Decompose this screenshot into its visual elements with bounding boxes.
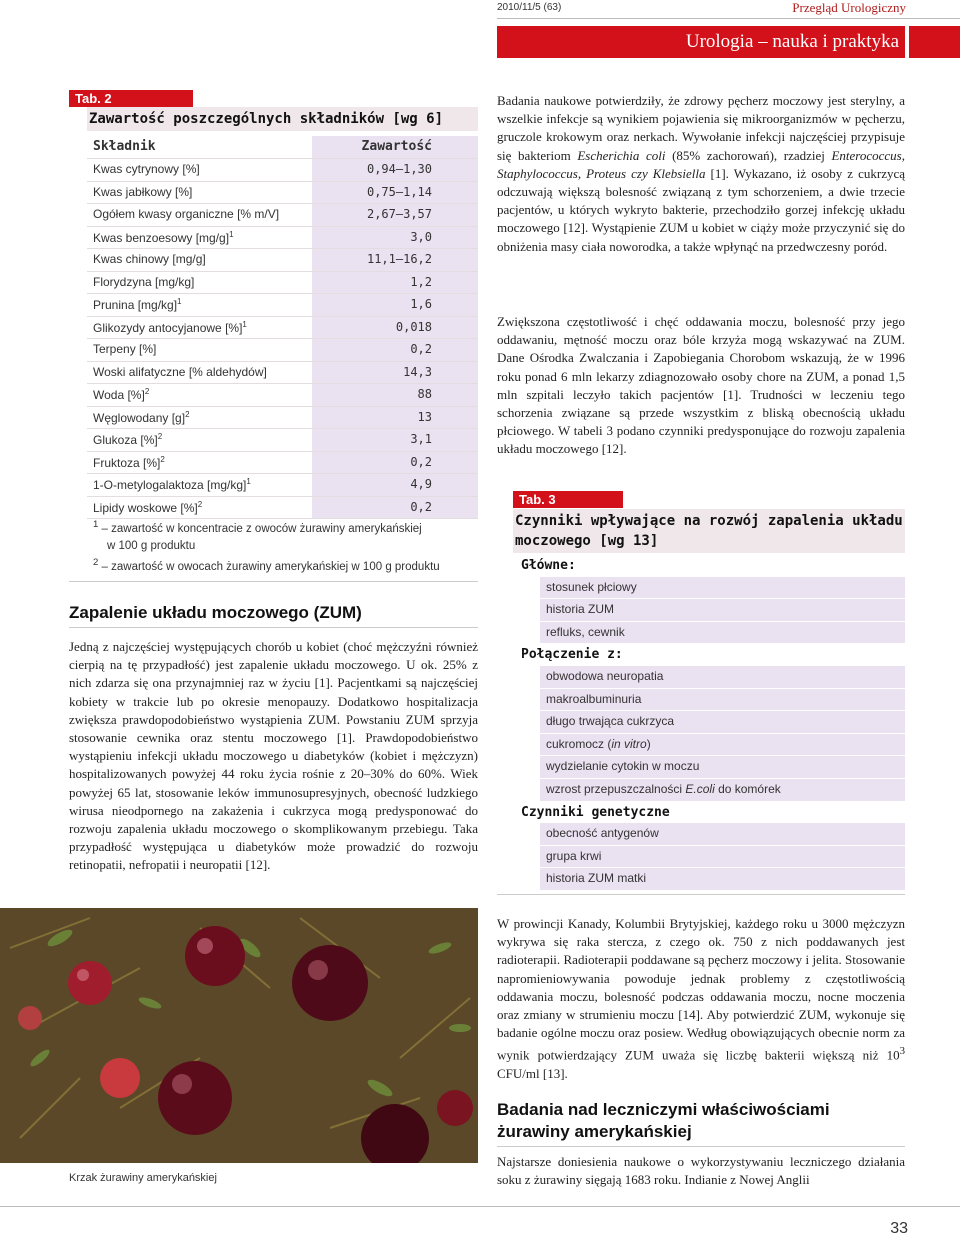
component-label-text: Węglowodany [g] — [93, 410, 186, 425]
component-label — [93, 320, 247, 335]
ecoli-c: do komórek — [714, 781, 781, 796]
content-value: 0,75–1,14 — [312, 182, 478, 204]
footnote-ref: 1 — [229, 229, 234, 239]
content-value: 88 — [312, 384, 478, 406]
list-item: obecność antygenów — [540, 823, 905, 846]
right-paragraph-3 — [497, 915, 905, 1083]
footnote-2 — [93, 554, 440, 576]
component-label — [93, 410, 190, 425]
list-item: długo trwająca cukrzyca — [540, 711, 905, 734]
group-combination: Połączenie z: — [521, 647, 623, 663]
table3-bottom-rule — [497, 894, 905, 895]
banner-tail — [909, 26, 960, 58]
component-label — [93, 252, 206, 266]
component-label — [93, 185, 192, 199]
cukromocz-italic: in vitro — [611, 736, 647, 751]
list-item: grupa krwi — [540, 846, 905, 869]
component-label — [93, 365, 267, 379]
list-item: makroalbuminuria — [540, 689, 905, 712]
footnote-ref: 2 — [157, 432, 163, 441]
section-heading-zum: Zapalenie układu moczowego (ZUM) — [69, 603, 362, 622]
footnote-ref: 1 — [246, 477, 251, 486]
section-heading-research — [497, 1099, 830, 1143]
footnote-2-mark: 2 — [93, 557, 99, 568]
table3-title-line1: Czynniki wpływające na rozwój zapalenia układu — [515, 513, 903, 529]
table-row — [87, 474, 478, 497]
component-label-text: Glikozydy antocyjanowe [%] — [93, 320, 243, 335]
table-row — [87, 452, 478, 475]
col-content-header: Zawartość — [312, 136, 478, 158]
table-row — [87, 294, 478, 317]
component-label-text: Terpeny [%] — [93, 342, 157, 356]
content-value: 11,1–16,2 — [312, 249, 478, 271]
table-row — [87, 407, 478, 430]
ecoli-italic: E.coli — [685, 781, 715, 796]
component-label — [93, 342, 156, 356]
component-label-text: Lipidy woskowe [%] — [93, 500, 198, 515]
table-row — [87, 384, 478, 407]
component-label — [93, 162, 200, 176]
cranberry-photo — [0, 908, 478, 1163]
heading2-line2: żurawiny amerykańskiej — [497, 1122, 692, 1141]
table-row — [87, 204, 478, 227]
content-value: 13 — [312, 407, 478, 429]
table3-title — [513, 509, 905, 553]
table-row — [87, 339, 478, 362]
content-value: 0,018 — [312, 317, 478, 339]
footnote-ref: 1 — [177, 297, 182, 306]
component-label-text: 1-O-metylogalaktoza [mg/kg] — [93, 478, 247, 492]
component-label — [93, 207, 279, 221]
component-label-text: Florydzyna [mg/kg] — [93, 274, 195, 289]
footnote-ref: 1 — [242, 319, 247, 329]
content-value: 1,6 — [312, 294, 478, 316]
table-row — [87, 182, 478, 205]
table2-header-row — [87, 136, 478, 159]
content-value: 0,2 — [312, 497, 478, 519]
table-row — [87, 249, 478, 272]
footnote-1-text: – zawartość w koncentracie z owoców żurawiny amerykańskiej — [101, 522, 422, 535]
table-row — [87, 227, 478, 250]
footer-rule — [0, 1206, 960, 1207]
component-label-text: Kwas cytrynowy [%] — [93, 162, 200, 176]
photo-caption: Krzak żurawiny amerykańskiej — [69, 1172, 217, 1184]
p1-italic-bacteria: Enterococcus, Staphylococcus, Proteus czy Klebsiella — [497, 147, 905, 181]
zum-paragraph: Jedną z najczęściej występujących chorób u kobiet (choć mężczyźni również cierpią na tę przypadłość) jest zapalenie układu moczowego. U ok. 25% z nich zdarza się ona przynajmniej raz w życiu [1]. Pacjentkami są najczęściej kobiety w trakcie lub po okresie menopauzy. Dodatkowo hospitalizacja zwiększa prawdopodobieństwo wystąpienia ZUM. Powstaniu ZUM sprzyja stosowanie cewnika oraz stentu moczowego [1]. Prawdopodobieństwo wystąpieniu infekcji układu moczowego u diabetyków (kobiet i mężczyzn) hospitalizowanych powyżej 44 roku życia rośnie z 20–30% do 60%. Wiek powyżej 65 lat, stosowanie leków immunosupresyjnych, obecność ludzkiego wirusa nieodpornego na zakażenia i cukrzyca mogą predysponować do rozwoju zapalenia układu moczowego o skomplikowanym przebiegu. Taka przypadłość występująca u diabetyków może prowadzić do rozwoju retinopatii, nefropatii i neuropatii [12]. — [69, 639, 478, 873]
list-item: obwodowa neuropatia — [540, 666, 905, 689]
table2-bottom-rule — [69, 581, 478, 582]
table-row — [87, 429, 478, 452]
component-label-text: Kwas jabłkowy [%] — [93, 184, 193, 199]
table-row — [87, 272, 478, 295]
table2-title: Zawartość poszczególnych składników [wg 6] — [87, 107, 478, 131]
col-component-header: Składnik — [93, 139, 156, 154]
content-value: 2,67–3,57 — [312, 204, 478, 226]
component-label — [93, 432, 162, 447]
content-value: 1,2 — [312, 272, 478, 294]
p3-sup: 3 — [899, 1045, 905, 1058]
section-banner: Urologia – nauka i praktyka — [497, 26, 905, 58]
component-label-text: Kwas chinowy [mg/g] — [93, 252, 206, 266]
component-label-text: Glukoza [%] — [93, 433, 158, 447]
list-item: refluks, cewnik — [540, 622, 905, 645]
component-label — [93, 455, 165, 470]
component-label — [93, 387, 149, 402]
list-item — [540, 779, 905, 802]
table3-badge: Tab. 3 — [513, 491, 623, 508]
header-divider — [497, 18, 960, 19]
list-item: historia ZUM — [540, 599, 905, 622]
footnote-1-mark: 1 — [93, 519, 99, 530]
journal-name: Przegląd Urologiczny — [792, 0, 906, 15]
group-genetic: Czynniki genetyczne — [521, 804, 670, 820]
content-value: 3,1 — [312, 429, 478, 451]
content-value: 14,3 — [312, 362, 478, 384]
table2 — [87, 136, 478, 519]
heading-rule — [69, 627, 478, 628]
component-label-text: Kwas benzoesowy [mg/g] — [93, 230, 230, 245]
p3-text-b: CFU/ml [13]. — [497, 1065, 568, 1081]
p1-italic-ecoli: Escherichia coli — [577, 147, 666, 163]
component-label-text: Woda [%] — [93, 388, 145, 402]
p3-text-a: W prowincji Kanady, Kolumbii Brytyjskiej, każdego roku u 3000 mężczyzn wykrywa się raka stercza, z czego ok. 750 z nich poddawanych jest radioterapii. Radioterapii poddawane są pęcherz moczowy i jelita. Stosowanie napromieniowywania powoduje jednak problemy z częstotliwością oddawania moczu, bolesność podczas oddawania moczu, nocne moczenia oraz zmiany w strumieniu moczu [14]. Aby potwierdzić ZUM, wykonuje się badanie ogólne moczu oraz posiew. Według obowiązujących obecnie norm za wynik potwierdzający ZUM uważa się liczbę bakterii większą niż 10 — [497, 916, 905, 1063]
list-item: historia ZUM matki — [540, 868, 905, 891]
component-label-text: Woski alifatyczne [% aldehydów] — [93, 364, 267, 379]
footnote-1 — [93, 516, 422, 555]
table-row — [87, 159, 478, 182]
group-main: Główne: — [521, 558, 576, 573]
heading2-rule — [497, 1146, 905, 1147]
content-value: 4,9 — [312, 474, 478, 496]
footnote-ref: 2 — [197, 499, 203, 509]
cukromocz-c: ) — [646, 736, 651, 751]
p1-text-a: Badania naukowe potwierdziły, że zdrowy pęcherz moczowy jest sterylny, a wszelkie infekcje są wynikiem pojawienia się mikroorganizmów w pęcherzu, gruczole krokowym oraz nerkach. Wywołanie infekcji najczęściej przypisuje się bakteriom — [497, 93, 905, 163]
table-row — [87, 317, 478, 340]
content-value: 0,2 — [312, 452, 478, 474]
footnote-ref: 2 — [160, 454, 165, 464]
right-paragraph-4: Najstarsze doniesienia naukowe o wykorzystywaniu leczniczego działania soku z żurawiny sięgają 1683 roku. Indianie z Nowej Anglii — [497, 1154, 905, 1188]
footnote-ref: 2 — [144, 387, 150, 396]
component-label — [93, 230, 234, 245]
ecoli-a: wzrost przepuszczalności — [546, 781, 686, 796]
content-value: 3,0 — [312, 227, 478, 249]
footnote-1-text-2: w 100 g produktu — [107, 539, 196, 552]
component-label-text: Prunina [mg/kg] — [93, 298, 178, 312]
list-item: stosunek płciowy — [540, 577, 905, 600]
footnote-2-text: – zawartość w owocach żurawiny amerykańskiej w 100 g produktu — [101, 560, 440, 573]
table3 — [513, 555, 905, 891]
footnote-ref: 2 — [185, 409, 190, 419]
component-label — [93, 297, 182, 312]
p1-text-c: (85% zachorowań), rzadziej — [665, 147, 832, 163]
issue-info: 2010/11/5 (63) — [497, 2, 562, 13]
list-item: wydzielanie cytokin w moczu — [540, 756, 905, 779]
right-paragraph-1 — [497, 92, 905, 256]
component-label-text: Fruktoza [%] — [93, 455, 161, 470]
component-label — [93, 477, 251, 492]
heading2-line1: Badania nad leczniczymi właściwościami — [497, 1100, 830, 1119]
right-paragraph-2: Zwiększona częstotliwość i chęć oddawania moczu, bolesność przy jego oddawaniu, mętność moczu oraz bóle krzyża mogą wskazywać na ZUM. Dane Ośrodka Zwalczania i Zapobiegania Chorobom wskazują, że w 1996 roku ponad 6 mln lekarzy zdiagnozowało osoby chore na ZUM, a ponad 1,5 mln szpitali leczyło takich pacjentów [1]. Trudności w leczeniu tego schorzenia związane są przede wszystkim z bliską obecnością układu płciowego. W tabeli 3 podano czynniki predysponujące do rozwoju zapalenia układu moczowego [12]. — [497, 314, 905, 457]
component-label — [93, 500, 202, 515]
content-value: 0,94–1,30 — [312, 159, 478, 181]
component-label-text: Ogółem kwasy organiczne [% m/V] — [93, 207, 280, 221]
table3-title-line2: moczowego [wg 13] — [515, 533, 659, 549]
table-row — [87, 362, 478, 385]
list-item — [540, 734, 905, 757]
component-label — [93, 275, 194, 289]
page-number: 33 — [890, 1220, 908, 1237]
table2-badge: Tab. 2 — [69, 90, 193, 107]
cukromocz-a: cukromocz ( — [546, 736, 612, 751]
content-value: 0,2 — [312, 339, 478, 361]
p1-text-e: [1]. Wykazano, iż osoby z cukrzycą odczuwają większą bolesność związaną z tym schorzeniem, a dwie trzecie pacjentów, u których wykryto bakterie, przechodziło gorzej infekcję układu moczowego [12]. Wystąpienie ZUM u kobiet w ciąży może przyczynić się do obniżenia masy ciała noworodka, a także wpłynąć na przedwczesny poród. — [497, 165, 906, 254]
